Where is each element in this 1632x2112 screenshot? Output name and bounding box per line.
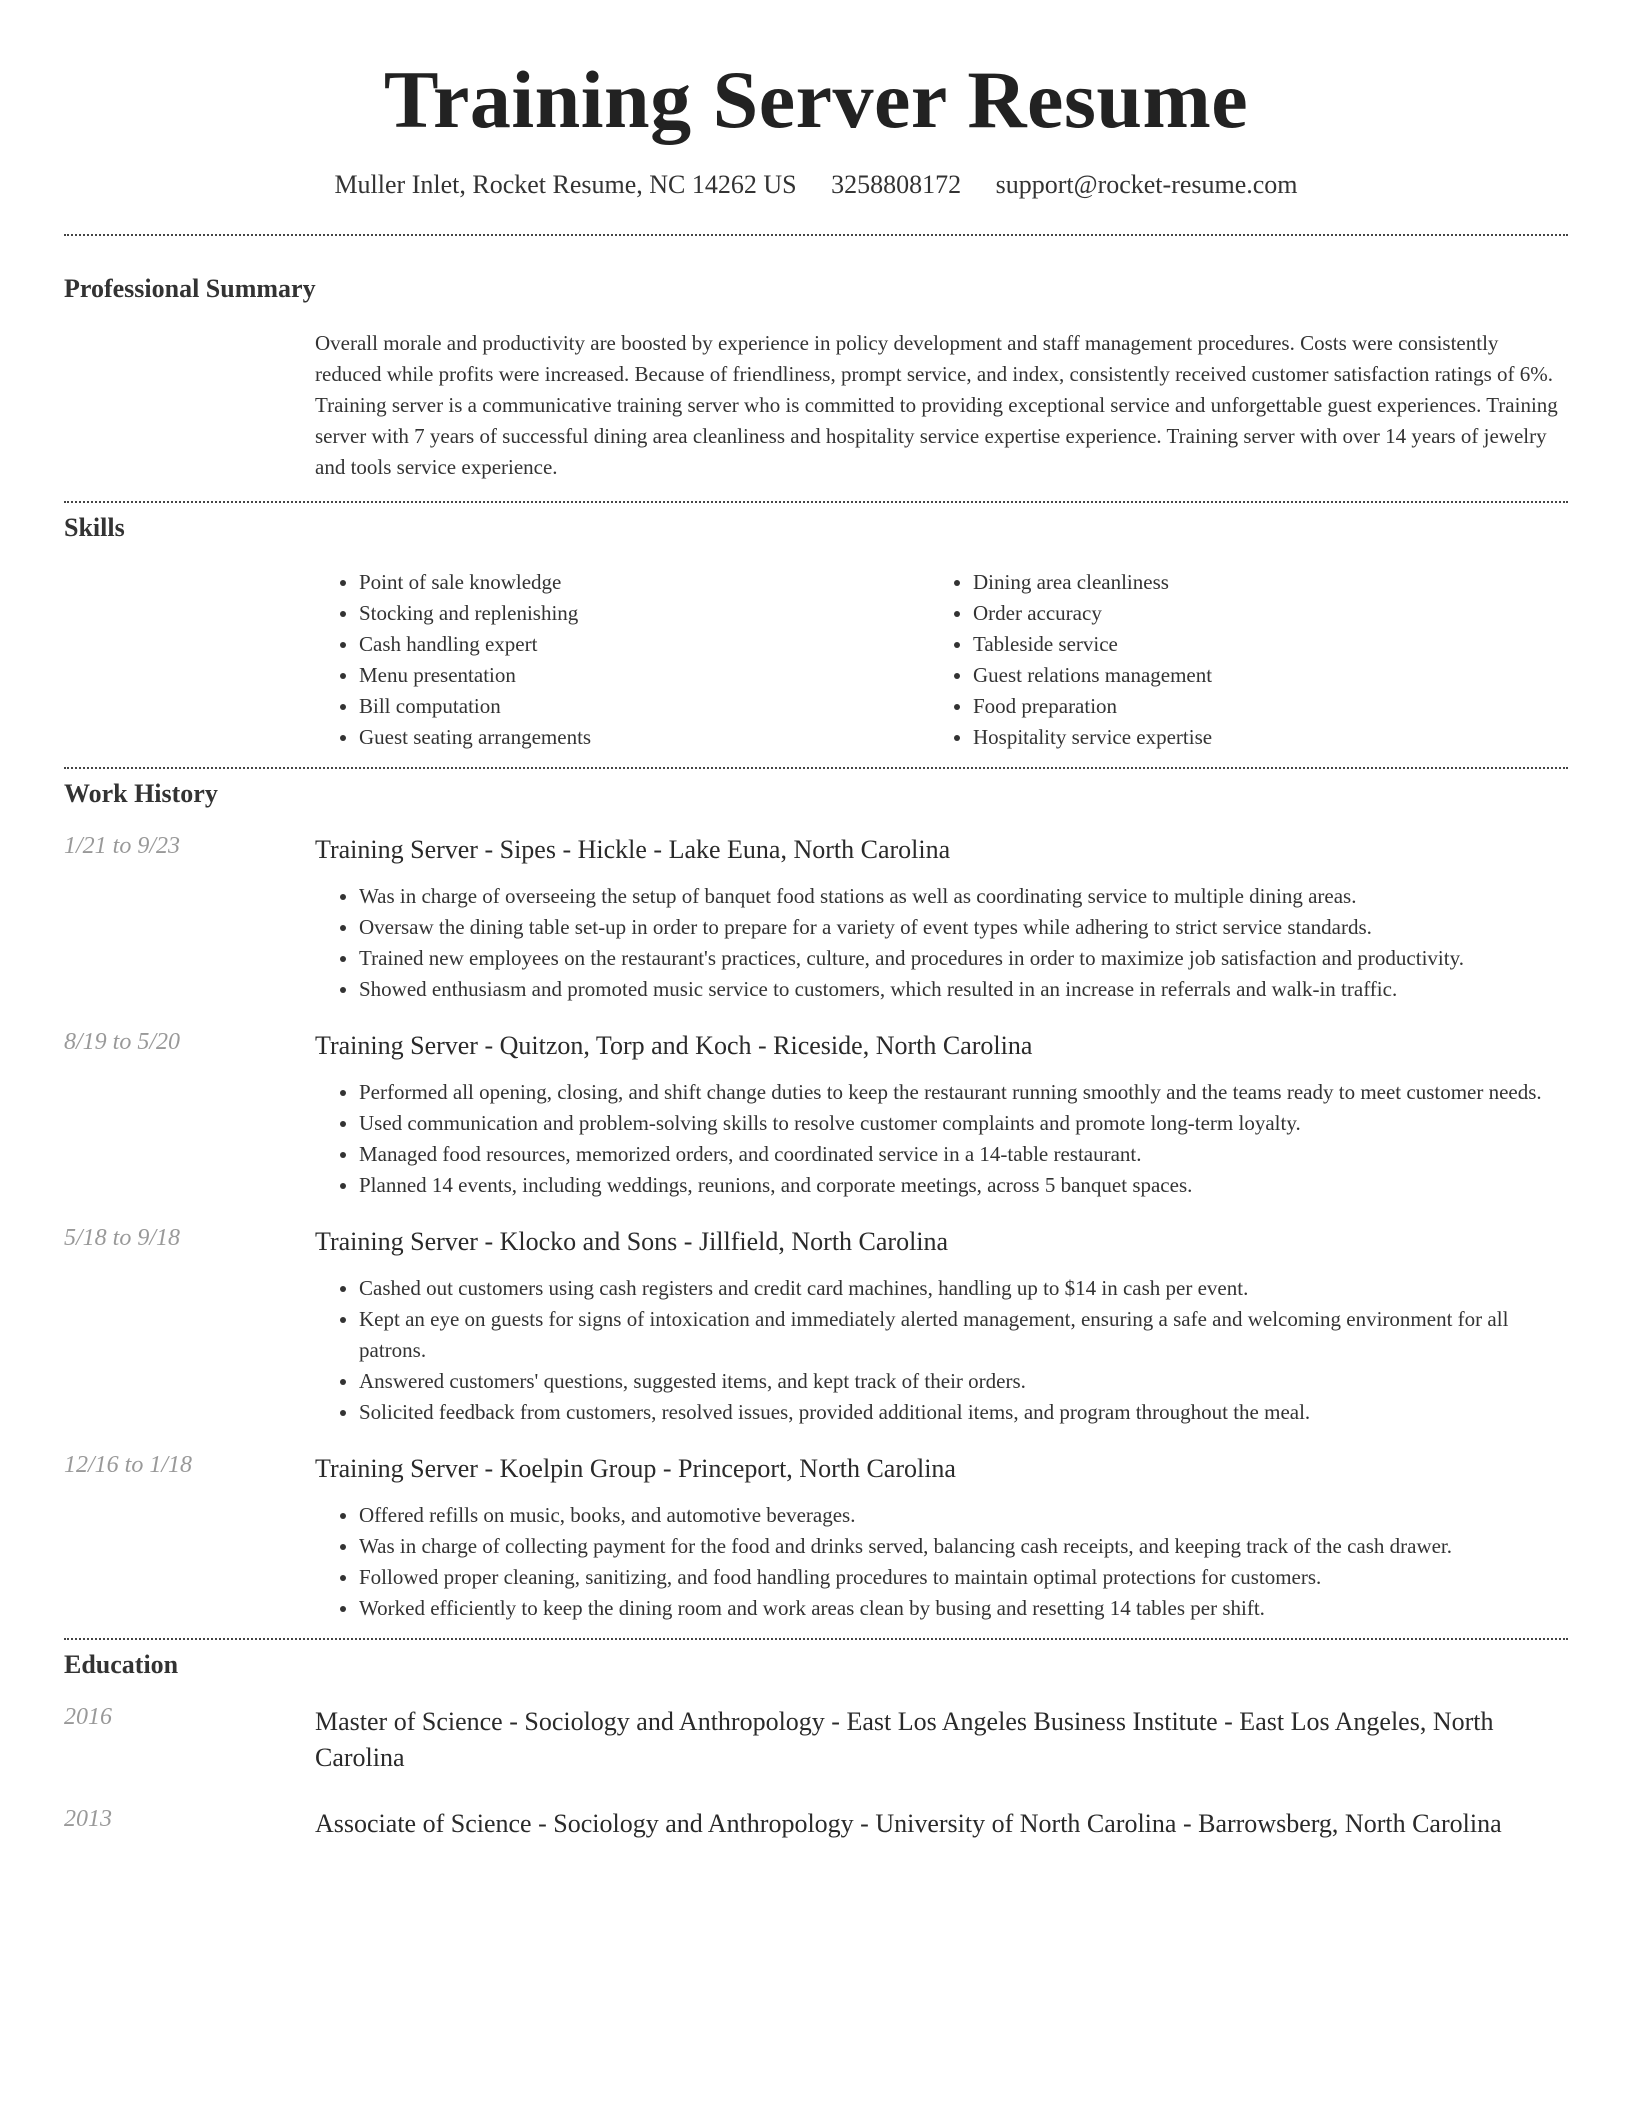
summary-section	[64, 274, 1568, 483]
job-body	[315, 1029, 1568, 1201]
skills-list	[315, 567, 1568, 753]
job-bullet: • Offered refills on music, books, and automotive beverages.	[359, 1500, 1568, 1531]
section-divider	[64, 1638, 1568, 1640]
skill-item: • Bill computation	[359, 691, 929, 722]
job-entry	[64, 1029, 1568, 1201]
job-bullet: • Used communication and problem-solving skills to resolve customer complaints and promote long-term loyalty.	[359, 1108, 1568, 1139]
section-divider	[64, 767, 1568, 769]
job-bullet: • Showed enthusiasm and promoted music service to customers, which resulted in an increase in referrals and walk-in traffic.	[359, 974, 1568, 1005]
job-date: 8/19 to 5/20	[64, 1029, 181, 1055]
job-body	[315, 833, 1568, 1005]
job-bullet: • Was in charge of collecting payment for the food and drinks served, balancing cash receipts, and keeping track of the cash drawer.	[359, 1531, 1568, 1562]
page-title: Training Server Resume	[383, 54, 1249, 145]
job-date: 1/21 to 9/23	[64, 833, 181, 859]
job-bullet: • Cashed out customers using cash registers and credit card machines, handling up to $14 in cash per event.	[359, 1273, 1568, 1304]
job-bullets	[315, 881, 1568, 1005]
job-title: Training Server - Koelpin Group - Princeport, North Carolina	[315, 1454, 956, 1483]
job-bullet: • Worked efficiently to keep the dining room and work areas clean by busing and resetting 14 tables per shift.	[359, 1593, 1568, 1624]
job-bullet: • Oversaw the dining table set-up in order to prepare for a variety of event types while adhering to strict service standards.	[359, 912, 1568, 943]
contact-phone: 3258808172	[831, 170, 962, 199]
job-date: 12/16 to 1/18	[64, 1452, 193, 1478]
education-title: Associate of Science - Sociology and Anthropology - University of North Carolina - Barrowsberg, North Carolina	[315, 1809, 1502, 1838]
skill-item: • Guest seating arrangements	[359, 722, 929, 753]
education-entry	[64, 1704, 1568, 1776]
job-body	[315, 1225, 1568, 1428]
job-bullet: • Managed food resources, memorized orders, and coordinated service in a 14-table restaurant.	[359, 1139, 1568, 1170]
skill-item: • Cash handling expert	[359, 629, 929, 660]
section-divider	[64, 501, 1568, 503]
skills-section	[64, 513, 1568, 753]
job-bullet: • Solicited feedback from customers, resolved issues, provided additional items, and program throughout the meal.	[359, 1397, 1568, 1428]
job-title: Training Server - Klocko and Sons - Jillfield, North Carolina	[315, 1227, 949, 1256]
skill-item: • Tableside service	[973, 629, 1543, 660]
job-bullets	[315, 1500, 1568, 1624]
job-bullet: • Answered customers' questions, suggested items, and kept track of their orders.	[359, 1366, 1568, 1397]
skill-item: • Dining area cleanliness	[973, 567, 1543, 598]
education-entry	[64, 1806, 1568, 1842]
skill-item: • Order accuracy	[973, 598, 1543, 629]
work-history-heading: Work History	[64, 779, 218, 808]
job-bullet: • Trained new employees on the restaurant's practices, culture, and procedures in order to maximize job satisfaction and productivity.	[359, 943, 1568, 974]
skill-item: • Hospitality service expertise	[973, 722, 1543, 753]
job-entry	[64, 1225, 1568, 1428]
job-bullet: • Kept an eye on guests for signs of intoxication and immediately alerted management, ensuring a safe and welcoming environment for all patrons.	[359, 1304, 1568, 1366]
education-body	[315, 1806, 1568, 1842]
contact-line	[64, 170, 1568, 200]
contact-email: support@rocket-resume.com	[995, 170, 1298, 199]
skill-item: • Menu presentation	[359, 660, 929, 691]
skill-item: • Food preparation	[973, 691, 1543, 722]
summary-text: Overall morale and productivity are boosted by experience in policy development and staff management procedures. Costs were consistently reduced while profits were increased. Because of friendliness, prompt service, and index, consistently received customer satisfaction ratings of 6%. Training server is a communicative training server who is committed to providing exceptional service and unforgettable guest experiences. Training server with 7 years of successful dining area cleanliness and hospitality service expertise experience. Training server with over 14 years of jewelry and tools service experience.	[315, 331, 1558, 479]
education-date: 2013	[64, 1806, 112, 1832]
job-bullet: • Was in charge of overseeing the setup of banquet food stations as well as coordinating service to multiple dining areas.	[359, 881, 1568, 912]
skills-column-right	[929, 567, 1543, 753]
job-entry	[64, 1452, 1568, 1624]
job-body	[315, 1452, 1568, 1624]
education-date: 2016	[64, 1704, 112, 1730]
job-title: Training Server - Sipes - Hickle - Lake Euna, North Carolina	[315, 835, 951, 864]
work-history-section	[64, 779, 1568, 1624]
job-bullet: • Performed all opening, closing, and shift change duties to keep the restaurant running smoothly and the teams ready to meet customer needs.	[359, 1077, 1568, 1108]
skills-heading: Skills	[64, 513, 125, 542]
contact-address: Muller Inlet, Rocket Resume, NC 14262 US	[334, 170, 797, 199]
education-title: Master of Science - Sociology and Anthropology - East Los Angeles Business Institute - East Los Angeles, North Carolina	[315, 1707, 1494, 1772]
job-bullets	[315, 1273, 1568, 1428]
summary-heading: Professional Summary	[64, 274, 316, 303]
job-title: Training Server - Quitzon, Torp and Koch - Riceside, North Carolina	[315, 1031, 1033, 1060]
skill-item: • Guest relations management	[973, 660, 1543, 691]
skill-item: • Stocking and replenishing	[359, 598, 929, 629]
job-date: 5/18 to 9/18	[64, 1225, 181, 1251]
job-bullet: • Followed proper cleaning, sanitizing, and food handling procedures to maintain optimal protections for customers.	[359, 1562, 1568, 1593]
skills-column-left	[315, 567, 929, 753]
education-section	[64, 1650, 1568, 1842]
skill-item: • Point of sale knowledge	[359, 567, 929, 598]
section-divider	[64, 234, 1568, 236]
education-body	[315, 1704, 1568, 1776]
job-bullet: • Planned 14 events, including weddings, reunions, and corporate meetings, across 5 banquet spaces.	[359, 1170, 1568, 1201]
job-bullets	[315, 1077, 1568, 1201]
resume-page	[64, 0, 1568, 1842]
job-entry	[64, 833, 1568, 1005]
education-heading: Education	[64, 1650, 179, 1679]
